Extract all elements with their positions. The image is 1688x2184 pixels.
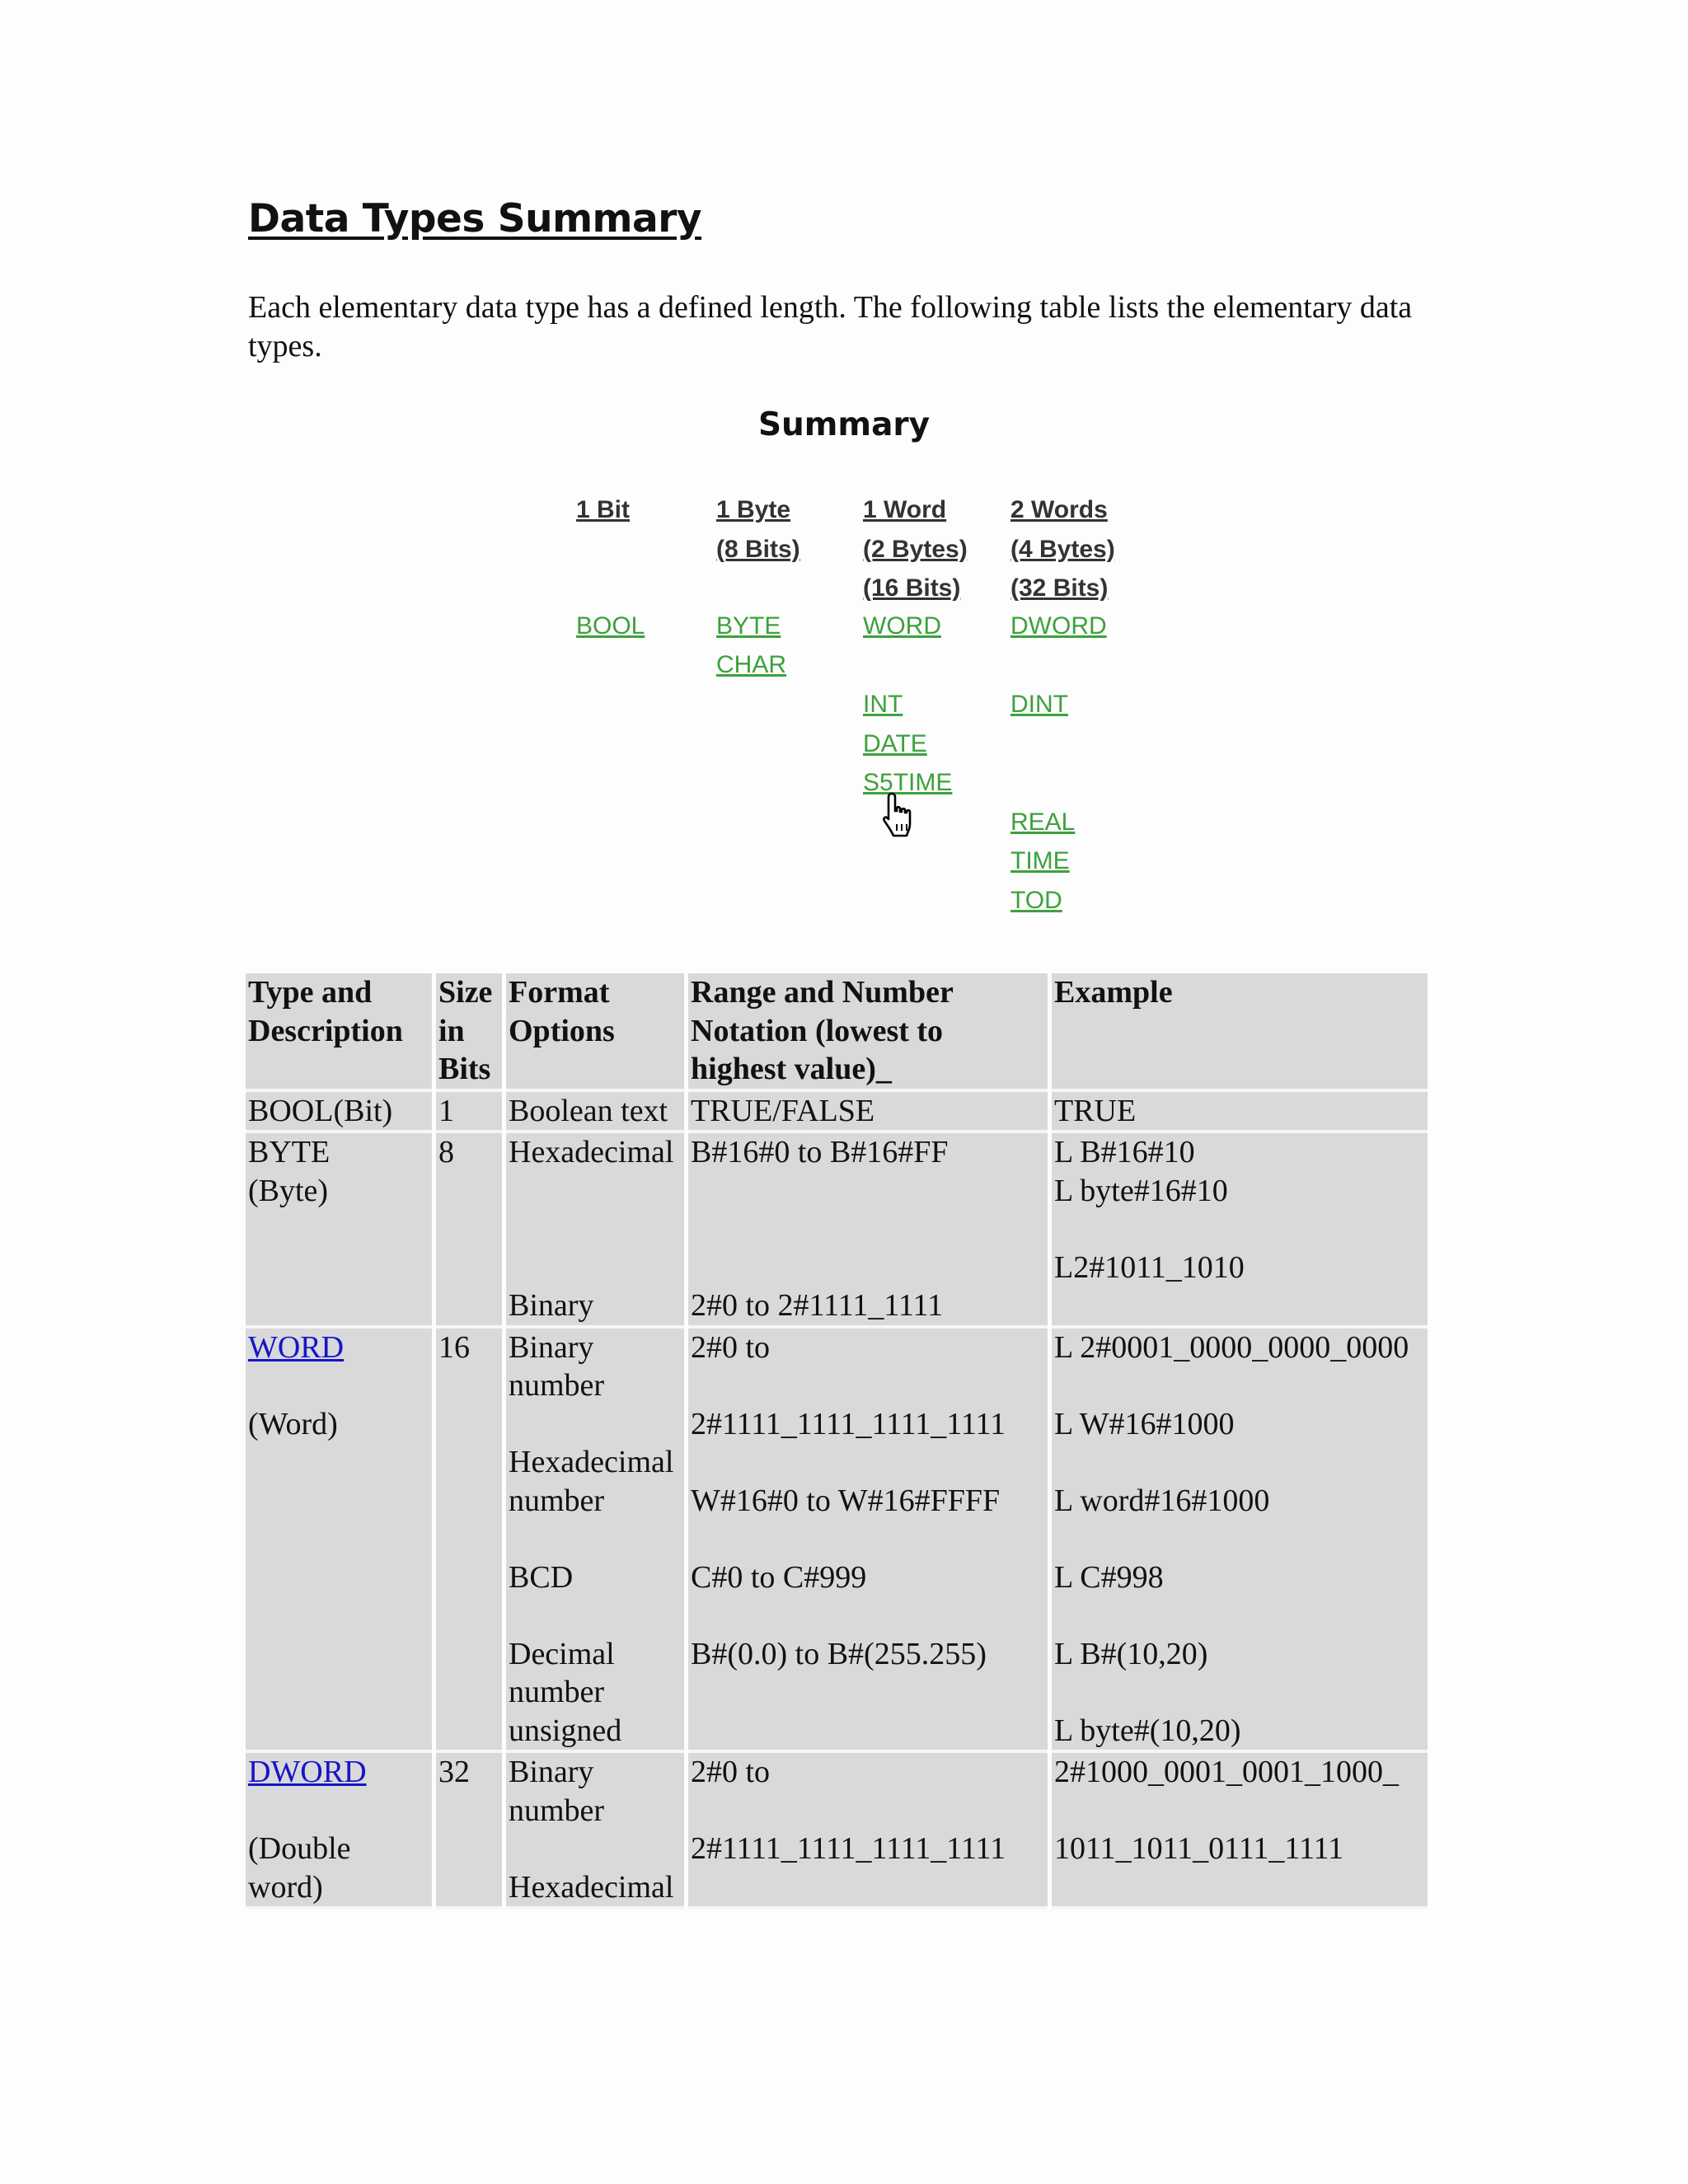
header-format [506, 973, 684, 1092]
cell-range [688, 1133, 1048, 1329]
cell-line: (Byte) [248, 1173, 329, 1208]
header-range [688, 973, 1048, 1092]
header-line: Bits [438, 1052, 491, 1086]
summary-col-1byte [716, 490, 800, 569]
word-link[interactable]: WORD [248, 1329, 345, 1365]
type-link-word[interactable]: WORD [863, 612, 941, 640]
header-line: Type and [248, 975, 373, 1010]
cell-format: Boolean text [506, 1092, 684, 1134]
table-row-byte [246, 1133, 1428, 1329]
data-types-table [241, 973, 1432, 1910]
cell-line: Hexadecimal [509, 1869, 674, 1905]
cell-line: Decimal [509, 1636, 615, 1671]
header-line: Range and Number [691, 975, 954, 1010]
cell-line: BYTE [248, 1135, 331, 1169]
cell-line: number [509, 1483, 605, 1518]
header-size [436, 973, 502, 1092]
dword-link[interactable]: DWORD [248, 1755, 367, 1789]
cell-line: L byte#(10,20) [1054, 1713, 1241, 1748]
cell-line: number [509, 1368, 605, 1403]
col-header-line[interactable]: 1 Bit [576, 496, 631, 523]
cell-example [1052, 1133, 1428, 1329]
cell-example [1052, 1329, 1428, 1754]
cell-line: 1011_1011_0111_1111 [1054, 1831, 1344, 1866]
type-link-dint[interactable]: DINT [1010, 691, 1068, 718]
header-example [1052, 973, 1428, 1092]
col-header-line[interactable]: (2 Bytes) [863, 535, 968, 563]
summary-col-1word [863, 490, 968, 608]
header-line: Options [509, 1013, 615, 1048]
col-header-line[interactable]: 1 Word [863, 496, 947, 523]
summary-col-2words [1010, 490, 1115, 608]
cell-line: C#0 to C#999 [691, 1559, 867, 1595]
cell-line: Hexadecimal [509, 1445, 674, 1479]
hand-pointer-icon [880, 791, 918, 841]
cell-range [688, 1329, 1048, 1754]
cell-line: 2#0 to 2#1111_1111 [691, 1288, 944, 1323]
cell-line: 2#1111_1111_1111_1111 [691, 1406, 1006, 1441]
table-header-row [246, 973, 1428, 1092]
cell-line: 2#0 to [691, 1755, 771, 1789]
cell-line: B#(0.0) to B#(255.255) [691, 1636, 987, 1671]
cell-range: TRUE/FALSE [688, 1092, 1048, 1134]
cell-line: Hexadecimal [509, 1135, 674, 1169]
type-link-bool[interactable]: BOOL [576, 612, 645, 640]
cell-type [246, 1133, 432, 1329]
header-line: Size [438, 975, 493, 1010]
page-title: Data Types Summary [248, 196, 702, 241]
cell-type [246, 1753, 432, 1910]
summary-title: Summary [757, 406, 931, 443]
cell-size: 32 [436, 1753, 502, 1910]
col-header-line[interactable]: 1 Byte [716, 496, 791, 523]
cell-line: L 2#0001_0000_0000_0000 [1054, 1329, 1409, 1365]
table-row-dword [246, 1753, 1428, 1910]
type-link-dword[interactable]: DWORD [1010, 612, 1107, 640]
cell-format [506, 1753, 684, 1910]
col-header-line[interactable]: (8 Bits) [716, 535, 800, 563]
type-link-char[interactable]: CHAR [716, 651, 787, 678]
cell-example: TRUE [1052, 1092, 1428, 1134]
cell-line: L B#(10,20) [1054, 1636, 1208, 1671]
cell-line: Binary [509, 1755, 594, 1789]
cell-line: L byte#16#10 [1054, 1173, 1228, 1208]
type-link-s5time[interactable]: S5TIME [863, 769, 953, 796]
cell-type [246, 1329, 432, 1754]
col-header-line[interactable]: (32 Bits) [1010, 574, 1109, 602]
header-line: Example [1054, 975, 1173, 1010]
cell-size: 1 [436, 1092, 502, 1134]
cell-format [506, 1133, 684, 1329]
cell-line: 2#0 to [691, 1329, 771, 1365]
cell-line: W#16#0 to W#16#FFFF [691, 1483, 1001, 1518]
cell-line: B#16#0 to B#16#FF [691, 1135, 949, 1169]
cell-line: (Word) [248, 1406, 338, 1441]
cell-line: L W#16#1000 [1054, 1406, 1235, 1441]
col-header-line[interactable]: (4 Bytes) [1010, 535, 1115, 563]
cell-line: number [509, 1793, 605, 1828]
header-type [246, 973, 432, 1092]
cell-line: Binary [509, 1288, 594, 1323]
cell-line: (Double [248, 1831, 351, 1866]
cell-size: 8 [436, 1133, 502, 1329]
col-header-line[interactable]: 2 Words [1010, 496, 1108, 523]
header-line: Format [509, 975, 610, 1010]
cell-line: L word#16#1000 [1054, 1483, 1270, 1518]
cell-type: BOOL(Bit) [246, 1092, 432, 1134]
cell-line: L2#1011_1010 [1054, 1249, 1245, 1285]
type-link-tod[interactable]: TOD [1010, 887, 1062, 914]
cell-line: L B#16#10 [1054, 1135, 1195, 1169]
summary-col-1bit [576, 490, 630, 530]
header-line: highest value)_ [691, 1052, 892, 1086]
intro-paragraph: Each elementary data type has a defined length. The following table lists the elementary data types. [248, 290, 1413, 363]
cell-line: L C#998 [1054, 1559, 1164, 1595]
cell-example [1052, 1753, 1428, 1910]
type-link-date[interactable]: DATE [863, 730, 927, 757]
type-link-real[interactable]: REAL [1010, 808, 1076, 836]
header-line: in [438, 1013, 465, 1048]
table-row-word [246, 1329, 1428, 1754]
cell-line: unsigned [509, 1713, 622, 1748]
type-link-int[interactable]: INT [863, 691, 903, 718]
cell-line: BCD [509, 1559, 574, 1595]
type-link-byte[interactable]: BYTE [716, 612, 781, 640]
cell-range [688, 1753, 1048, 1910]
cell-line: word) [248, 1869, 323, 1905]
header-line: Notation (lowest to [691, 1013, 944, 1048]
table-row-bool [246, 1092, 1428, 1134]
cell-format [506, 1329, 684, 1754]
cell-line: Binary [509, 1329, 594, 1365]
cell-line: 2#1000_0001_0001_1000_ [1054, 1755, 1399, 1789]
type-link-time[interactable]: TIME [1010, 847, 1070, 874]
header-line: Description [248, 1013, 403, 1048]
cell-size: 16 [436, 1329, 502, 1754]
col-header-line[interactable]: (16 Bits) [863, 574, 961, 602]
cell-line: number [509, 1675, 605, 1709]
cell-line: 2#1111_1111_1111_1111 [691, 1831, 1006, 1866]
